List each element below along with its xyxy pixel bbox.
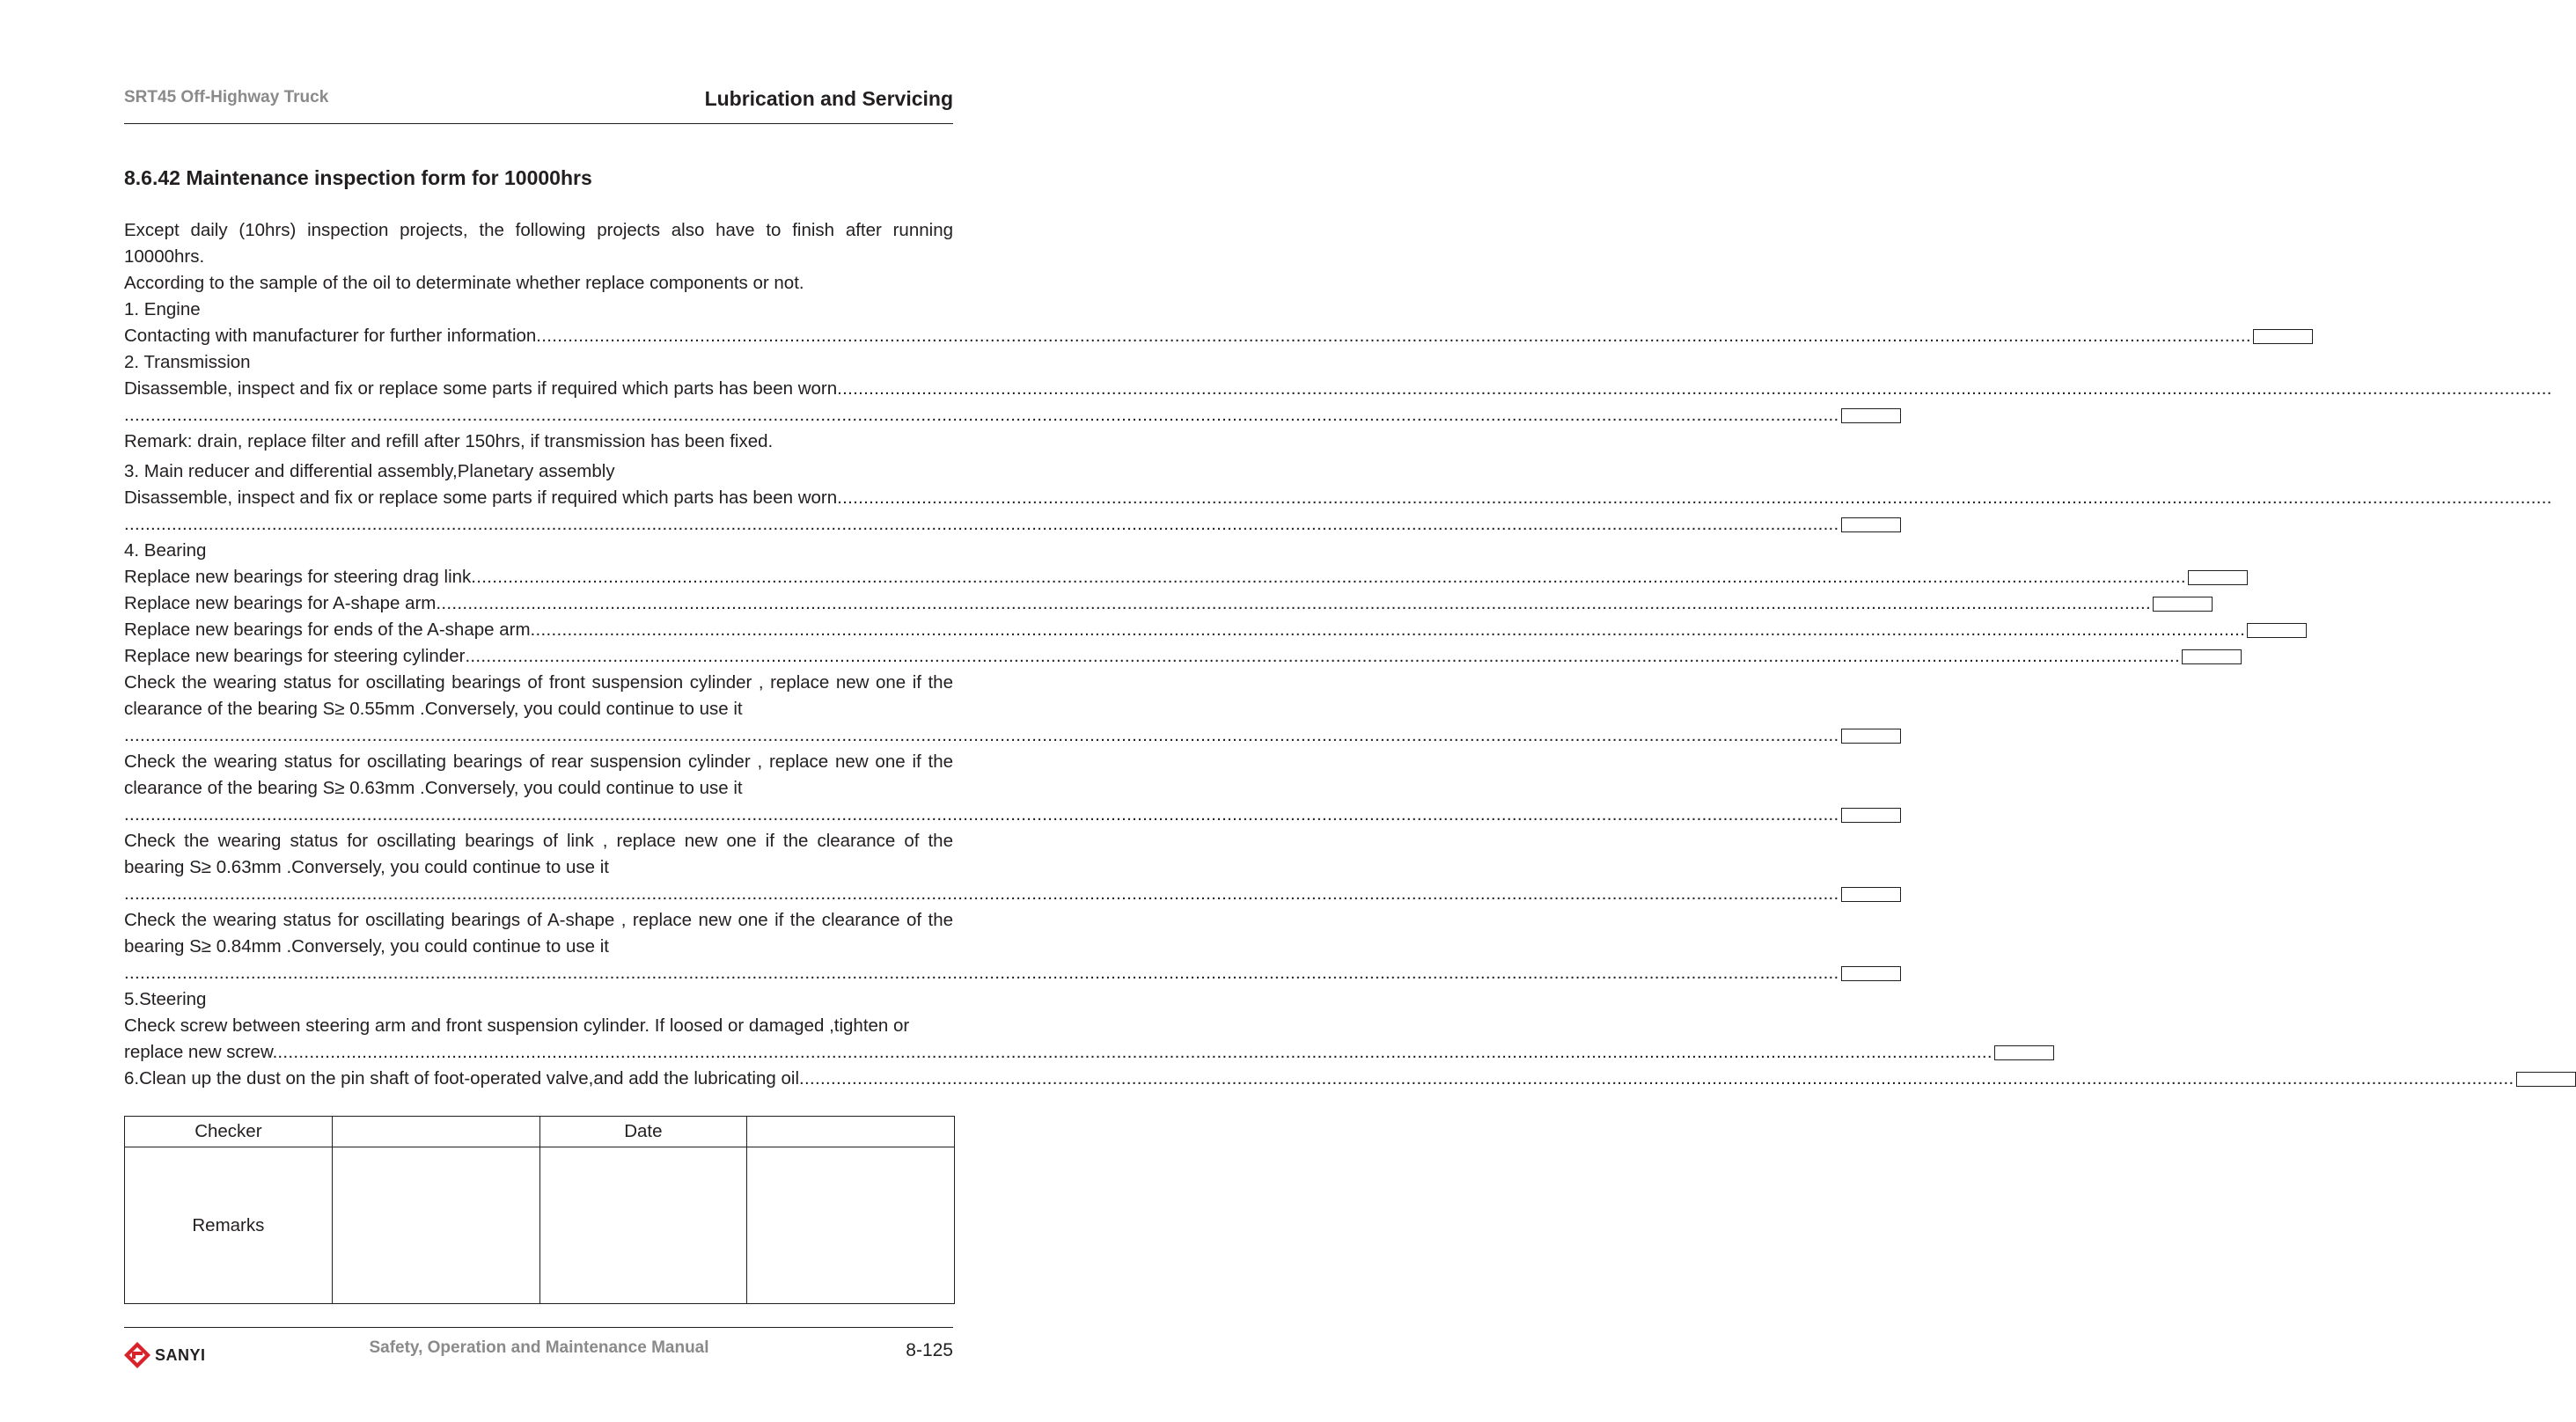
leader-dots: ..................................................................................................................................................................................................................................................................................................................................... (799, 1068, 2514, 1088)
manual-title: Safety, Operation and Maintenance Manual (369, 1338, 709, 1357)
item-text: Replace new bearings for ends of the A-shape arm (124, 619, 531, 640)
leader-dots: ..................................................................................................................................................................................................................................................................................................................................... (124, 405, 1839, 425)
bearing-check-link: Check the wearing status for oscillating bearings of link , replace new one if the clearance of the bearing S≥ 0.63mm .Conversely, you could continue to use it (124, 831, 953, 877)
checkbox[interactable] (2247, 623, 2307, 638)
transmission-item-checkline (124, 402, 1839, 429)
signoff-table (124, 1116, 955, 1304)
pin-shaft-item (124, 1066, 2514, 1092)
remarks-field[interactable] (539, 1147, 747, 1304)
checkbox[interactable] (1841, 408, 1901, 423)
leader-dots: ..................................................................................................................................................................................................................................................................................................................................... (436, 593, 2151, 613)
bearing-item (124, 643, 2180, 670)
date-label: Date (539, 1117, 747, 1147)
leader-dots: ..................................................................................................................................................................................................................................................................................................................................... (124, 725, 1839, 745)
page-number: 8-125 (906, 1340, 953, 1360)
leader-dots: ..................................................................................................................................................................................................................................................................................................................................... (530, 619, 2246, 640)
leader-dots: ..................................................................................................................................................................................................................................................................................................................................... (837, 487, 2552, 508)
steering-item-text: Check screw between steering arm and front suspension cylinder. If loosed or damaged ,tighten or (124, 1015, 910, 1036)
logo-text: SANYI (155, 1345, 206, 1364)
reducer-heading: 3. Main reducer and differential assembly,Planetary assembly (124, 461, 615, 481)
bearing-heading: 4. Bearing (124, 540, 207, 561)
checkbox[interactable] (1841, 729, 1901, 744)
transmission-remark: Remark: drain, replace filter and refill after 150hrs, if transmission has been fixed. (124, 431, 774, 451)
checkbox[interactable] (1841, 887, 1901, 902)
bearing-check-rear: Check the wearing status for oscillating bearings of rear suspension cylinder , replace new one if the clearance of the bearing S≥ 0.63mm .Conversely, you could continue to use it (124, 751, 953, 798)
transmission-item-line (124, 376, 2552, 402)
item-text: 6.Clean up the dust on the pin shaft of foot-operated valve,and add the lubricating oil (124, 1068, 799, 1088)
remarks-label: Remarks (125, 1147, 333, 1304)
document-title: SRT45 Off-Highway Truck (124, 88, 329, 106)
item-text: Disassemble, inspect and fix or replace some parts if required which parts has been worn (124, 378, 838, 399)
item-text: Disassemble, inspect and fix or replace some parts if required which parts has been worn (124, 487, 838, 508)
checkbox[interactable] (2188, 570, 2248, 585)
intro-paragraph: Except daily (10hrs) inspection projects, the following projects also have to finish after running 10000hrs. (124, 220, 953, 267)
item-text: Replace new bearings for steering cylinder (124, 646, 466, 666)
remarks-field[interactable] (747, 1147, 955, 1304)
checkbox[interactable] (1841, 517, 1901, 532)
checker-field[interactable] (332, 1117, 539, 1147)
engine-item (124, 323, 2251, 349)
leader-dots: ..................................................................................................................................................................................................................................................................................................................................... (124, 963, 1839, 983)
steering-item-checkline (124, 1039, 1993, 1066)
leader-dots: ..................................................................................................................................................................................................................................................................................................................................... (837, 378, 2552, 399)
remarks-field[interactable] (332, 1147, 539, 1304)
item-text: Replace new bearings for A-shape arm (124, 593, 437, 613)
transmission-heading: 2. Transmission (124, 352, 251, 372)
bearing-item (124, 564, 2186, 590)
checkbox[interactable] (2153, 597, 2213, 612)
leader-dots: ..................................................................................................................................................................................................................................................................................................................................... (124, 514, 1839, 534)
checkbox[interactable] (2253, 329, 2313, 344)
header-divider (124, 123, 953, 124)
bearing-item (124, 617, 2246, 643)
date-field[interactable] (747, 1117, 955, 1147)
checkbox[interactable] (1994, 1045, 2054, 1060)
bearing-check-ashape-line (124, 960, 1839, 986)
intro-oil-sample: According to the sample of the oil to determinate whether replace components or not. (124, 273, 804, 293)
item-text: Replace new bearings for steering drag link (124, 567, 472, 587)
page-heading: 8.6.42 Maintenance inspection form for 10000hrs (124, 166, 592, 189)
checkbox[interactable] (2516, 1072, 2576, 1087)
engine-heading: 1. Engine (124, 299, 201, 319)
leader-dots: ..................................................................................................................................................................................................................................................................................................................................... (471, 567, 2186, 587)
item-text: replace new screw. (124, 1042, 278, 1062)
leader-dots: ..................................................................................................................................................................................................................................................................................................................................... (124, 804, 1839, 825)
leader-dots: ..................................................................................................................................................................................................................................................................................................................................... (465, 646, 2180, 666)
bearing-check-rear-line (124, 802, 1839, 828)
leader-dots: ..................................................................................................................................................................................................................................................................................................................................... (124, 883, 1839, 904)
steering-heading: 5.Steering (124, 989, 207, 1009)
table-row (125, 1117, 955, 1147)
bearing-item (124, 590, 2151, 617)
reducer-item-line (124, 485, 2552, 511)
reducer-item-checkline (124, 511, 1839, 538)
checker-label: Checker (125, 1117, 333, 1147)
leader-dots: ..................................................................................................................................................................................................................................................................................................................................... (536, 326, 2251, 346)
checkbox[interactable] (1841, 808, 1901, 823)
bearing-check-link-line (124, 881, 1839, 907)
bearing-check-front: Check the wearing status for oscillating bearings of front suspension cylinder , replace new one if the clearance of the bearing S≥ 0.55mm .Conversely, you could continue to use it (124, 672, 953, 719)
bearing-check-ashape: Check the wearing status for oscillating bearings of A-shape , replace new one if the clearance of the bearing S≥ 0.84mm .Conversely, you could continue to use it (124, 910, 953, 957)
section-title: Lubrication and Servicing (704, 87, 953, 110)
inspection-body (124, 217, 2552, 1092)
table-row (125, 1147, 955, 1304)
checkbox[interactable] (2182, 649, 2242, 664)
leader-dots: ..................................................................................................................................................................................................................................................................................................................................... (277, 1042, 1993, 1062)
item-text: Contacting with manufacturer for further information (124, 326, 537, 346)
checkbox[interactable] (1841, 966, 1901, 981)
bearing-check-front-line (124, 722, 1839, 749)
footer-divider (124, 1327, 953, 1328)
